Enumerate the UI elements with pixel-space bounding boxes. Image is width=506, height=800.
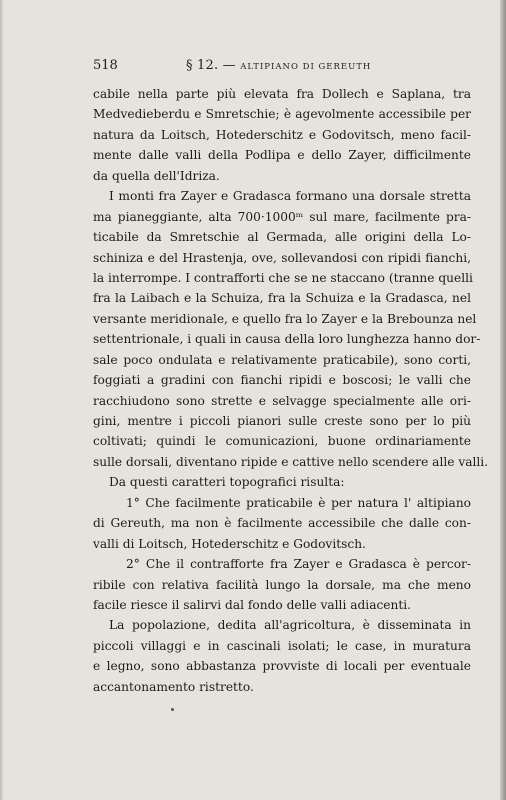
text-line: sulle dorsali, diventano ripide e cattive nello scendere alle valli. [93,454,489,469]
text-line: e legno, sono abbastanza provviste di locali per eventuale [93,659,471,674]
text-line: I monti fra Zayer e Gradasca formano una dorsale stretta [109,189,471,204]
text-line: Da questi caratteri topografici risulta: [109,475,345,490]
page-right-edge [500,0,506,800]
text-line: facile riesce il salirvi dal fondo delle valli adiacenti. [93,597,412,612]
text-line: natura da Loitsch, Hotederschitz e Godovitsch, meno facil- [93,127,471,142]
text-line: 2° Che il contrafforte fra Zayer e Gradasca è percor- [126,557,471,572]
text-line: schiniza e del Hrastenja, ove, sollevandosi con ripidi fianchi, [93,250,471,265]
text-line: di Gereuth, ma non è facilmente accessibile che dalle con- [93,516,471,531]
page-left-shadow [0,0,4,800]
text-line: da quella dell'Idriza. [93,168,220,183]
text-line: settentrionale, i quali in causa della loro lunghezza hanno dor- [93,332,481,347]
body-text [93,84,489,697]
text-line: gini, mentre i piccoli pianori sulle creste sono per lo più [93,414,471,428]
text-line: accantonamento ristretto. [93,679,254,694]
text-line: ma pianeggiante, alta 700·1000ᵐ sul mare, facilmente pra- [93,209,471,224]
text-line: cabile nella parte più elevata fra Dollech e Saplana, tra [93,87,471,101]
text-line: fra la Laibach e la Schuiza, fra la Schuiza e la Gradasca, nel [93,291,471,306]
text-line: la interrompe. I contrafforti che se ne staccano (tranne quelli [93,270,473,285]
section-title: ALTIPIANO DI GEREUTH [240,62,372,72]
text-line: 1° Che facilmente praticabile è per natura l' altipiano [126,495,471,510]
text-line: coltivati; quindi le comunicazioni, buone ordinariamente [93,434,471,449]
text-line: versante meridionale, e quello fra lo Zayer e la Brebounza nel [93,311,477,326]
text-line: mente dalle valli della Podlipa e dello Zayer, difficilmente [93,148,471,163]
text-line: Medvedieberdu e Smretschie; è agevolmente accessibile per [93,107,471,122]
text-line: piccoli villaggi e in cascinali isolati; le case, in muratura [93,638,471,653]
text-line: ticabile da Smretschie al Germada, alle origini della Lo- [93,230,471,245]
page-number: 518 [93,58,118,73]
text-line: sale poco ondulata e relativamente praticabile), sono corti, [93,352,471,367]
running-header [93,58,471,78]
text-line: racchiudono sono strette e selvagge specialmente alle ori- [93,393,471,408]
ink-speck [171,708,174,711]
text-line: ribile con relativa facilità lungo la dorsale, ma che meno [93,577,471,592]
text-line: valli di Loitsch, Hotederschitz e Godovitsch. [93,536,366,551]
section-number: § 12. — [186,58,236,73]
running-head [186,58,371,73]
text-line: foggiati a gradini con fianchi ripidi e boscosi; le valli che [93,373,471,388]
text-line: La popolazione, dedita all'agricoltura, è disseminata in [109,618,471,633]
